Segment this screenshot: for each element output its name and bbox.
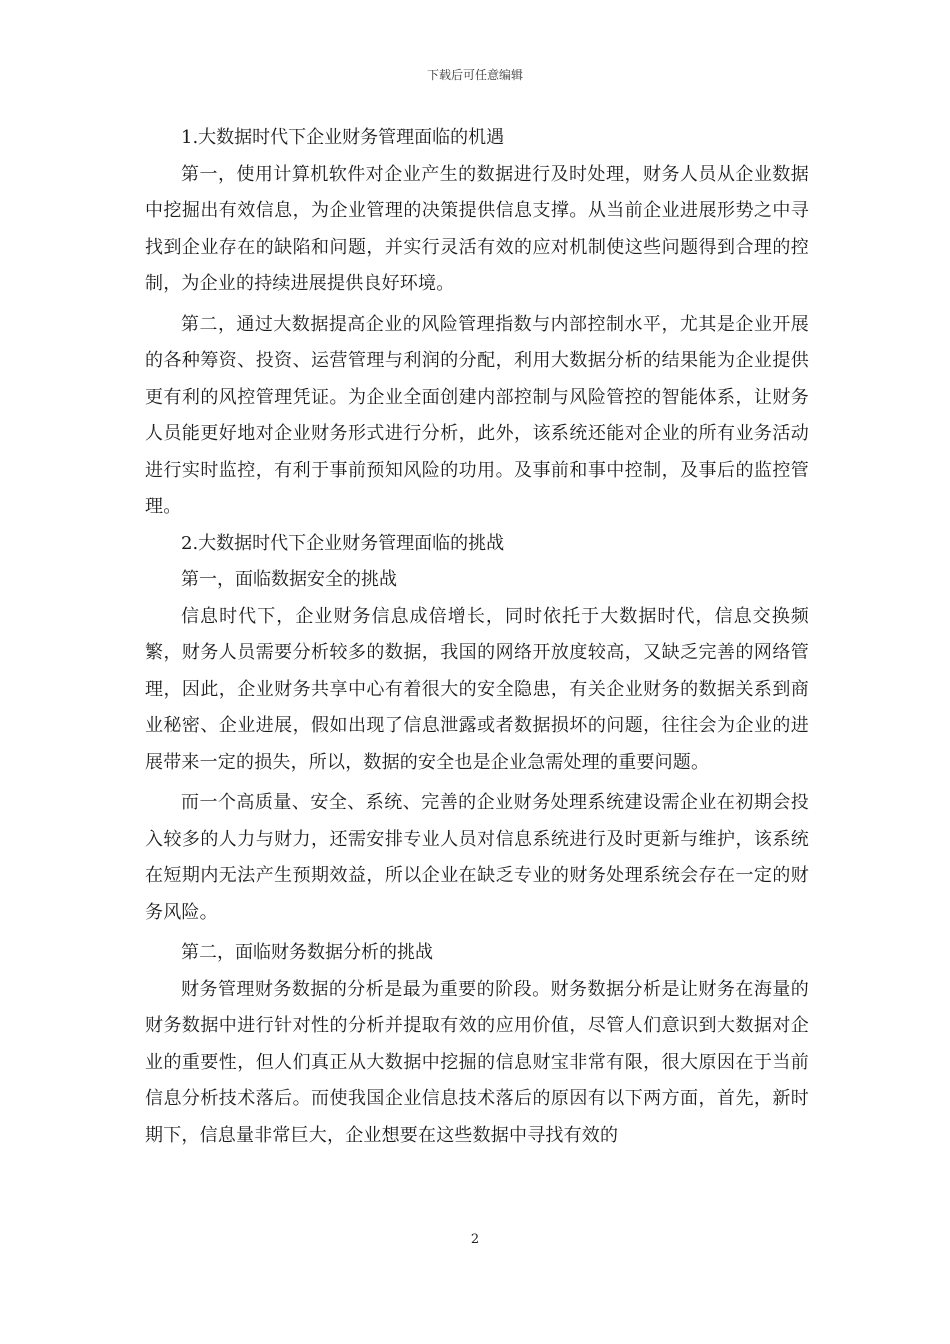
page-number: 2: [470, 1232, 480, 1247]
paragraph-opportunity-second: 第二，通过大数据提高企业的风险管理指数与内部控制水平，尤其是企业开展的各种筹资、投资、运营管理与利润的分配，利用大数据分析的结果能为企业提供更有利的风控管理凭证。为企业全面创建内部控制与风险管控的智能体系，让财务人员能更好地对企业财务形式进行分析，此外，该系统还能对企业的所有业务活动进行实时监控，有利于事前预知风险的功用。及事前和事中控制，及事后的监控管理。: [145, 313, 809, 517]
paragraph-data-security: 信息时代下，企业财务信息成倍增长，同时依托于大数据时代，信息交换频繁，财务人员需要分析较多的数据，我国的网络开放度较高，又缺乏完善的网络管理，因此，企业财务共享中心有着很大的安全隐患，有关企业财务的数据关系到商业秘密、企业进展，假如出现了信息泄露或者数据损坏的问题，往往会为企业的进展带来一定的损失，所以，数据的安全也是企业急需处理的重要问题。: [145, 605, 809, 773]
paragraph-opportunity-first: 第一，使用计算机软件对企业产生的数据进行及时处理，财务人员从企业数据中挖掘出有效信息，为企业管理的决策提供信息支撑。从当前企业进展形势之中寻找到企业存在的缺陷和问题，并实行灵活有效的应对机制使这些问题得到合理的控制，为企业的持续进展提供良好环境。: [145, 163, 809, 294]
paragraph-system-investment: 而一个高质量、安全、系统、完善的企业财务处理系统建设需企业在初期会投入较多的人力与财力，还需安排专业人员对信息系统进行及时更新与维护，该系统在短期内无法产生预期效益，所以企业在缺乏专业的财务处理系统会存在一定的财务风险。: [145, 792, 809, 923]
section-heading-challenges: 2.大数据时代下企业财务管理面临的挑战: [181, 532, 505, 554]
subheading-data-analysis: 第二，面临财务数据分析的挑战: [181, 942, 433, 963]
subheading-data-security: 第一，面临数据安全的挑战: [181, 569, 397, 590]
paragraph-data-analysis: 财务管理财务数据的分析是最为重要的阶段。财务数据分析是让财务在海量的财务数据中进行针对性的分析并提取有效的应用价值，尽管人们意识到大数据对企业的重要性，但人们真正从大数据中挖掘的信息财宝非常有限，很大原因在于当前信息分析技术落后。而使我国企业信息技术落后的原因有以下两方面，首先，新时期下，信息量非常巨大，企业想要在这些数据中寻找有效的: [145, 978, 809, 1146]
document-body: [145, 120, 809, 1154]
page-header: 下载后可任意编辑: [426, 68, 523, 82]
section-heading-opportunities: 1.大数据时代下企业财务管理面临的机遇: [181, 127, 505, 148]
